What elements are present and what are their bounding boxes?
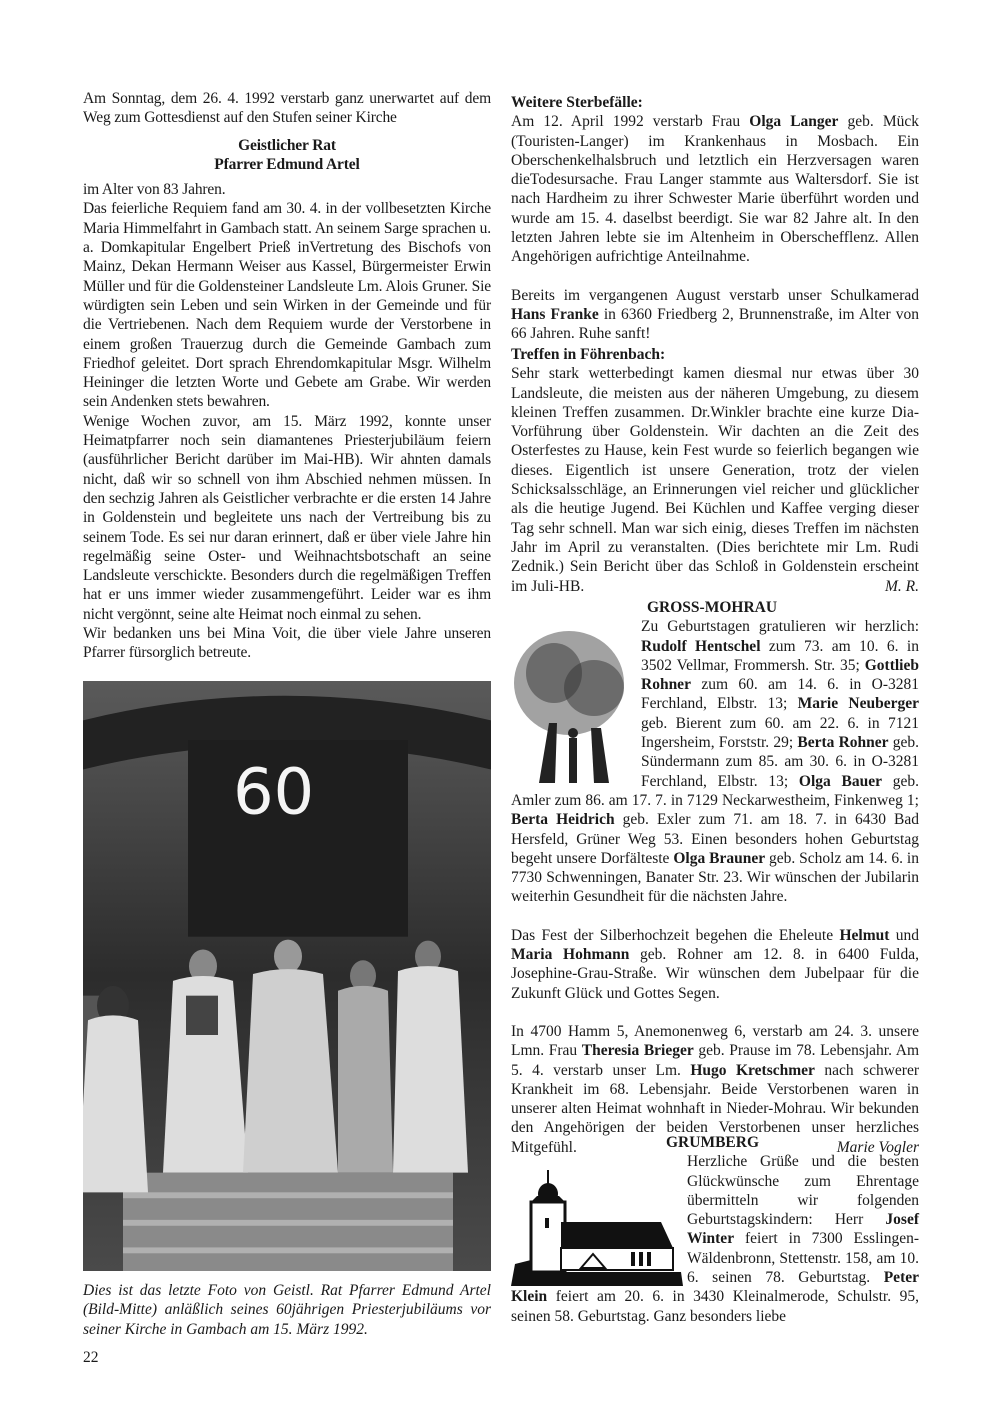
sterbefaelle-section: [511, 93, 919, 344]
text-run: in 6360 Friedberg 2, Brunnenstraße, im Alter von 66 Jahren. Ruhe sanft!: [511, 305, 919, 343]
church-jubilee-photo: [83, 681, 491, 1271]
text-run: Herzliche Grüße und die besten Glückwünsche zum Ehrentage übermitteln wir folgenden Geburtstagskindern: Herr: [687, 1153, 919, 1229]
text-run: Bereits im vergangenen August verstarb unser Schulkamerad: [511, 286, 919, 304]
text-run: zum 60. am 14. 6. in O-3281 Ferchland, Elbstr. 13;: [641, 676, 919, 713]
sterbefaelle-paragraph: [511, 112, 919, 266]
person-name: Hans Franke: [511, 305, 599, 323]
church-illustration-icon: [511, 1168, 683, 1286]
person-name: Theresia Brieger: [581, 1042, 694, 1060]
section-heading: Treffen in Föhrenbach:: [511, 346, 666, 363]
obituary-paragraph: Das feierliche Requiem fand am 30. 4. in der vollbesetzten Kirche Maria Himmelfahrt in Gambach statt. An seinem Sarge sprachen u. a. Domkapitular Engelbert Prieß inVertretung des Bischofs von Mainz, Dekan Hermann Weiser aus Kassel, Bürgermeister Erwin Müller und für die Goldensteiner Landsleute Lm. Alois Gruner. Sie würdigten sein Leben und sein Wirken in der Gemeinde und für die Vertriebenen. Nach dem Requiem wurde der Verstorbene in einem großen Trauerzug durch die Gemeinde Gambach zum Friedhof geleitet. Dort sprach Ehrendomkapitular Msgr. Wilhelm Heininger die letzten Worte und Gebete am Grabe. Wir werden sein Andenken stets bewahren.: [83, 200, 491, 411]
silver-wedding-paragraph: [511, 926, 919, 1003]
text-run: feiert in 7300 Esslingen-Wäldenbronn, Stettenstr. 158, am 10. 6. seinen 78. Geburtstag.: [687, 1230, 919, 1287]
grumberg-section: [511, 1133, 919, 1326]
photo-sign-60: 60: [233, 754, 315, 829]
text-run: feiert am 20. 6. in 3430 Kleinalmerode, Schulstr. 95, seinen 58. Geburtstag. Ganz besonders liebe: [511, 1288, 919, 1325]
person-name: Rudolf Hentschel: [641, 637, 761, 655]
page-number: 22: [83, 1349, 99, 1366]
signature: M. R.: [884, 577, 919, 595]
text-run: geb. Mück (Touristen-Langer) im Krankenhaus in Mosbach. Ein Oberschenkelhalsbruch und letztlich ein Herzversagen waren dieTodesursache. Frau Langer stammte aus Waltersdorf. Sie ist nach Hardheim zu ihrer Schwester Marie überführt worden und wurde am 15. 4. daselbst beerdigt. Sie war 82 Jahre alt. In den letzten Jahren lebte sie im Altenheim in Oberschefflenz. Allen Angehörigen aufrichtige Anteilnahme.: [511, 113, 919, 266]
person-name: Peter Klein: [511, 1269, 919, 1306]
person-name: Olga Brauner: [673, 849, 766, 867]
text-run: geb. Sündermann zum 85. am 30. 6. in O-3281 Ferchland, Elbstr. 13;: [641, 734, 919, 790]
obituary-intro: Am Sonntag, dem 26. 4. 1992 verstarb ganz unerwartet auf dem Weg zum Gottesdienst auf den Stufen seiner Kirche: [83, 90, 491, 127]
gross-mohrau-section: [511, 598, 919, 1157]
text-run: nach schwerer Krankheit im 68. Lebensjahr. Beide Verstorbenen waren in unserer alten Heimat wohnhaft in Nieder-Mohrau. Wir bekunden den Angehörigen der beiden Verstorbenen unser herzliches Mitgefühl.: [511, 1061, 919, 1156]
text-run: zum 73. am 10. 6. in 3502 Vellmar, Frommersh. Str. 35;: [641, 637, 919, 674]
section-heading: GROSS-MOHRAU: [647, 599, 778, 616]
section-heading: GRUMBERG: [666, 1134, 759, 1151]
franke-paragraph: [511, 286, 919, 344]
person-name: Josef Winter: [687, 1211, 919, 1248]
obituary-title-line2: Pfarrer Edmund Artel: [214, 155, 360, 173]
treffen-text: Sehr stark wetterbedingt kamen diesmal nur etwas über 30 Landsleute, die meisten aus der näheren Umgebung, zu diesem kleinen Treffen zusammen. Dr.Winkler brachte eine kurze Dia-Vorführung über Goldenstein. Wir dachten an die Zeit des Osterfestes zu Hause, kein Fest wurde so feierlich begangen wie dieses. Eigentlich ist unsere Generation, trotz der vielen Schicksalsschläge, an Erinnerungen viel reicher und glücklicher als die heutige Jugend. Bei Küchlen und Kaffee verging dieser Tag sehr schnell. Man war sich einig, dieses Treffen im nächsten Jahr im April zu veranstalten. (Dies berichtete mir Lm. Rudi Zednik.) Sein Bericht über das Schloß in Goldenstein erscheint im Juli-HB.: [511, 365, 919, 595]
text-run: Das Fest der Silberhochzeit begehen die Eheleute: [511, 926, 840, 944]
obituary-paragraph: Wenige Wochen zuvor, am 15. März 1992, konnte unser Heimatpfarrer noch sein diamantenes Priesterjubiläum feiern (ausführlicher Bericht darüber im Mai-HB). Wir ahnten damals nicht, daß wir so schnell von ihm Abschied nehmen müssen. In den sechzig Jahren als Geistlicher verbrachte er die ersten 14 Jahre in Goldenstein und begleitete uns nach der Vertreibung bis zu seinem Tode. Es sei nur daran erinnert, daß er über viele Jahre hin regelmäßig seine Oster- und Weihnachtsbotschaft an seine Landsleute verschickte. Besonders durch die regelmäßigen Treffen hat er uns immer wieder zusammengeführt. Leider war es ihm nicht vergönnt, seine alte Heimat noch einmal zu sehen.: [83, 412, 491, 623]
person-name: Maria Hohmann: [511, 946, 630, 964]
text-run: geb. Bierent zum 60. am 22. 6. in 7121 Ingersheim, Forststr. 29;: [641, 714, 919, 752]
person-name: Olga Bauer: [798, 772, 882, 790]
text-run: In 4700 Hamm 5, Anemonenweg 6, verstarb am 24. 3. unsere Lmn. Frau: [511, 1022, 919, 1060]
person-name: Gottlieb Rohner: [641, 656, 919, 694]
person-name: Olga Langer: [749, 113, 839, 131]
text-run: geb. Prause im 78. Lebensjahr. Am 5. 4. verstarb unser Lm.: [511, 1042, 919, 1079]
text-run: geb. Rohner am 12. 8. in 6400 Fulda, Josephine-Grau-Straße. Wir wünschen dem Jubelpaar für die Zukunft Glück und Gottes Segen.: [511, 946, 919, 1002]
text-run: Am 12. April 1992 verstarb Frau: [511, 113, 750, 131]
person-name: Berta Rohner: [797, 734, 889, 752]
text-run: Zu Geburtstagen gratulieren wir herzlich:: [641, 618, 919, 636]
treffen-section: [511, 345, 919, 596]
section-heading: Weitere Sterbefälle:: [511, 94, 643, 111]
text-run: geb. Exler zum 71. am 18. 7. in 6430 Bad Hersfeld, Grüner Weg 53. Einen besonders hohen Geburtstag begeht unsere Dorfälteste: [511, 811, 920, 867]
signature: Marie Vogler: [836, 1138, 919, 1156]
text-run: geb. Scholz am 14. 6. in 7730 Schwenningen, Banater Str. 23. Wir wünschen der Jubilarin weiterhin Gesundheit für die nächsten Jahre.: [511, 849, 919, 906]
text-run: und: [889, 926, 919, 944]
person-name: Marie Neuberger: [797, 695, 920, 713]
photo-caption: Dies ist das letzte Foto von Geistl. Rat Pfarrer Edmund Artel (Bild-Mitte) anläßlich seines 60jährigen Priesterjubiläums vor seiner Kirche in Gambach am 15. März 1992.: [83, 1281, 491, 1338]
obituary-paragraph: Wir bedanken uns bei Mina Voit, die über viele Jahre unseren Pfarrer fürsorglich betreute.: [83, 625, 491, 662]
obituary-title-line1: Geistlicher Rat: [238, 136, 336, 154]
person-name: Berta Heidrich: [511, 811, 615, 829]
text-run: geb. Amler zum 86. am 17. 7. in 7129 Neckarwestheim, Finkenweg 1;: [511, 772, 919, 809]
obituary-article: [83, 89, 491, 1339]
person-name: Hugo Kretschmer: [690, 1061, 815, 1079]
person-name: Helmut: [839, 926, 890, 944]
obituary-age: im Alter von 83 Jahren.: [83, 181, 226, 199]
treffen-paragraph: [511, 364, 919, 596]
photo-image: [83, 681, 491, 1271]
tree-illustration-icon: [509, 623, 637, 783]
